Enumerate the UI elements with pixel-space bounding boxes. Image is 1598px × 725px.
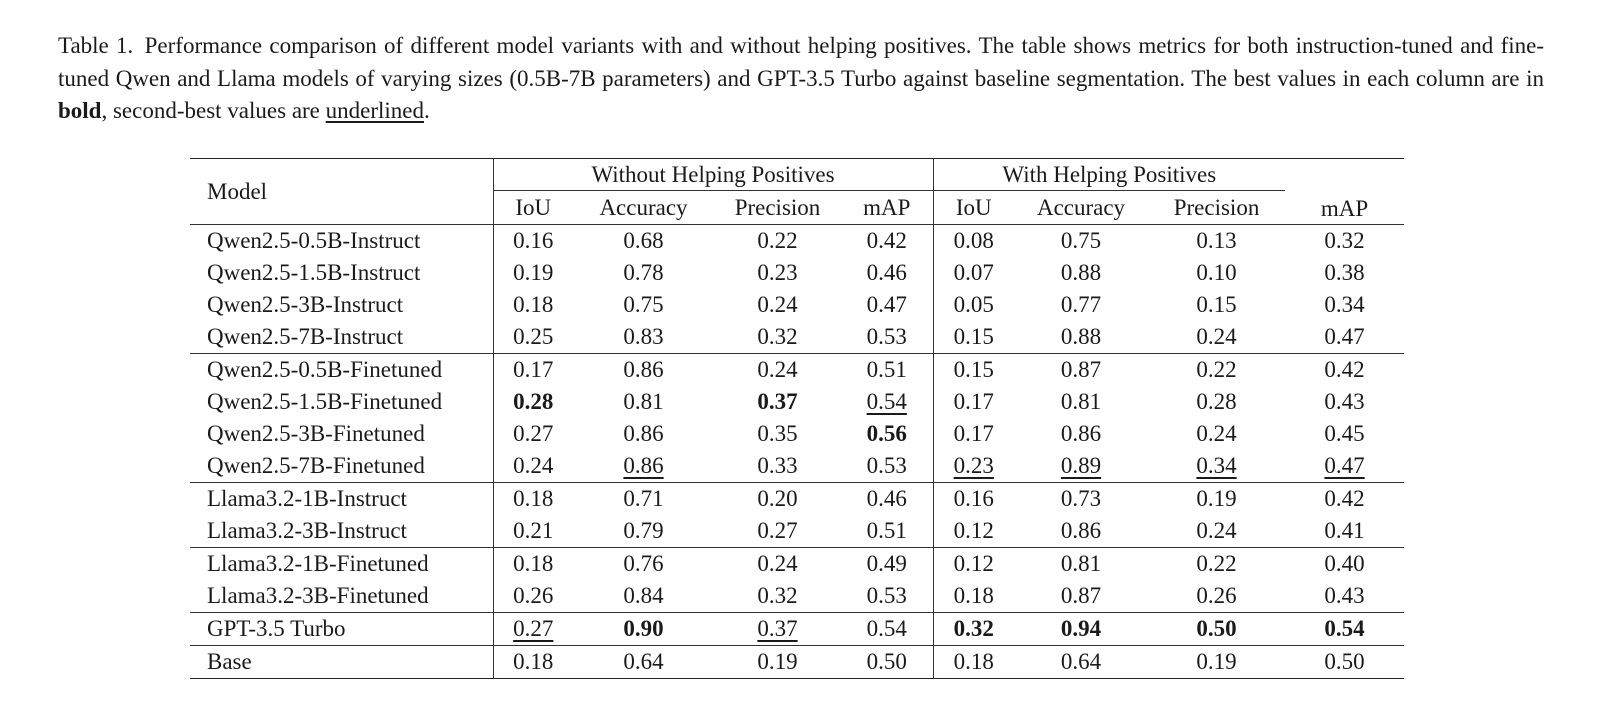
cell-with-accuracy (1014, 483, 1148, 516)
cell-with-map (1285, 613, 1404, 646)
cell-with-accuracy (1014, 354, 1148, 387)
value-without-iou: 0.17 (513, 357, 554, 382)
cell-without-map (841, 289, 933, 321)
cell-with-accuracy (1014, 515, 1148, 548)
value-without-precision: 0.24 (757, 551, 798, 576)
cell-without-iou (493, 386, 573, 418)
value-without-map: 0.53 (866, 324, 907, 349)
cell-with-accuracy (1014, 450, 1148, 483)
col-header-with-map: mAP (1285, 159, 1404, 225)
value-with-map: 0.45 (1324, 421, 1365, 446)
value-without-iou: 0.18 (513, 649, 554, 674)
value-without-map: 0.49 (866, 551, 907, 576)
value-without-map: 0.53 (866, 583, 907, 608)
cell-with-accuracy (1014, 548, 1148, 581)
table-row (190, 225, 1404, 258)
value-with-accuracy: 0.87 (1060, 357, 1102, 382)
value-with-precision: 0.19 (1196, 486, 1237, 511)
cell-without-accuracy (573, 321, 714, 354)
value-without-map: 0.50 (866, 649, 907, 674)
value-with-iou: 0.17 (953, 389, 994, 414)
model-name-cell: Qwen2.5-1.5B-Finetuned (190, 386, 493, 418)
model-name-cell: Qwen2.5-7B-Instruct (190, 321, 493, 354)
value-without-accuracy: 0.68 (623, 228, 664, 253)
value-with-iou: 0.17 (953, 421, 994, 446)
value-with-accuracy: 0.75 (1060, 228, 1102, 253)
value-without-iou: 0.26 (513, 583, 554, 608)
value-without-iou: 0.24 (513, 453, 554, 478)
cell-without-map (841, 613, 933, 646)
cell-without-precision (714, 483, 841, 516)
cell-without-iou (493, 354, 573, 387)
cell-without-iou (493, 418, 573, 450)
value-with-precision: 0.24 (1196, 324, 1237, 349)
value-without-iou: 0.27 (513, 421, 554, 446)
cell-with-accuracy (1014, 580, 1148, 613)
value-with-precision: 0.10 (1196, 260, 1237, 285)
value-with-accuracy: 0.81 (1060, 551, 1102, 576)
cell-without-precision (714, 354, 841, 387)
cell-without-iou (493, 289, 573, 321)
col-header-with-precision: Precision (1148, 191, 1285, 225)
table-row (190, 613, 1404, 646)
value-without-accuracy: 0.83 (623, 324, 664, 349)
cell-without-iou (493, 515, 573, 548)
value-with-iou: 0.08 (953, 228, 994, 253)
cell-without-accuracy (573, 613, 714, 646)
cell-with-map (1285, 321, 1404, 354)
value-without-accuracy: 0.90 (623, 616, 664, 641)
cell-with-iou (933, 515, 1014, 548)
cell-without-accuracy (573, 580, 714, 613)
value-with-iou: 0.12 (953, 518, 994, 543)
value-without-accuracy: 0.86 (623, 453, 664, 478)
cell-with-accuracy (1014, 418, 1148, 450)
cell-with-precision (1148, 225, 1285, 258)
cell-with-accuracy (1014, 386, 1148, 418)
value-without-iou: 0.27 (513, 616, 554, 641)
cell-without-accuracy (573, 515, 714, 548)
cell-with-map (1285, 386, 1404, 418)
table-row (190, 515, 1404, 548)
cell-without-precision (714, 386, 841, 418)
value-with-accuracy: 0.77 (1060, 292, 1102, 317)
value-with-accuracy: 0.81 (1060, 389, 1102, 414)
cell-with-map (1285, 548, 1404, 581)
value-with-precision: 0.22 (1196, 357, 1237, 382)
value-with-accuracy: 0.73 (1060, 486, 1102, 511)
value-without-precision: 0.32 (757, 583, 798, 608)
value-with-precision: 0.50 (1196, 616, 1237, 641)
value-with-precision: 0.24 (1196, 518, 1237, 543)
cell-with-precision (1148, 613, 1285, 646)
cell-with-iou (933, 225, 1014, 258)
cell-with-iou (933, 289, 1014, 321)
value-with-iou: 0.18 (953, 583, 994, 608)
cell-with-map (1285, 289, 1404, 321)
cell-without-precision (714, 450, 841, 483)
value-without-accuracy: 0.75 (623, 292, 664, 317)
cell-with-iou (933, 548, 1014, 581)
model-name-cell: Llama3.2-3B-Instruct (190, 515, 493, 548)
cell-without-iou (493, 321, 573, 354)
value-without-precision: 0.19 (757, 649, 798, 674)
cell-without-accuracy (573, 289, 714, 321)
cell-without-precision (714, 548, 841, 581)
caption-underline-word: underlined (325, 98, 425, 123)
model-name-cell: Llama3.2-1B-Instruct (190, 483, 493, 516)
caption-text: Performance comparison of different model variants with and without helping positives. The table shows metrics for both instruction-tuned and fine-tuned Qwen and Llama models of varying sizes (0.5B-7B parameters) and GPT-3.5 Turbo against baseline segmentation. The best values in each column are in (58, 33, 1544, 91)
value-with-precision: 0.34 (1196, 453, 1237, 478)
value-without-iou: 0.18 (513, 486, 554, 511)
value-without-precision: 0.32 (757, 324, 798, 349)
cell-without-precision (714, 515, 841, 548)
value-without-iou: 0.25 (513, 324, 554, 349)
value-with-precision: 0.22 (1196, 551, 1237, 576)
table-caption (58, 30, 1544, 128)
value-with-accuracy: 0.87 (1060, 583, 1102, 608)
cell-with-accuracy (1014, 225, 1148, 258)
caption-bold-word: bold (58, 98, 102, 123)
cell-without-iou (493, 613, 573, 646)
cell-with-precision (1148, 483, 1285, 516)
cell-with-accuracy (1014, 613, 1148, 646)
value-with-map: 0.50 (1324, 649, 1365, 674)
col-header-without-precision: Precision (714, 191, 841, 225)
cell-without-map (841, 225, 933, 258)
model-name-cell: Qwen2.5-3B-Finetuned (190, 418, 493, 450)
cell-without-accuracy (573, 354, 714, 387)
cell-without-iou (493, 646, 573, 679)
value-without-iou: 0.16 (513, 228, 554, 253)
model-name-cell: Qwen2.5-0.5B-Finetuned (190, 354, 493, 387)
value-without-iou: 0.28 (513, 389, 554, 414)
value-with-map: 0.43 (1324, 583, 1365, 608)
value-with-map: 0.47 (1324, 453, 1365, 478)
value-without-map: 0.51 (866, 518, 907, 543)
cell-without-map (841, 321, 933, 354)
cell-with-iou (933, 354, 1014, 387)
value-with-map: 0.41 (1324, 518, 1365, 543)
cell-with-precision (1148, 580, 1285, 613)
cell-without-accuracy (573, 548, 714, 581)
cell-without-accuracy (573, 386, 714, 418)
cell-without-iou (493, 580, 573, 613)
value-without-accuracy: 0.78 (623, 260, 664, 285)
model-name-cell: Qwen2.5-1.5B-Instruct (190, 257, 493, 289)
caption-text-2: , second-best values are (101, 98, 326, 123)
cell-without-precision (714, 289, 841, 321)
cell-with-map (1285, 450, 1404, 483)
cell-with-iou (933, 580, 1014, 613)
cell-with-accuracy (1014, 646, 1148, 679)
value-without-iou: 0.21 (513, 518, 554, 543)
cell-without-iou (493, 450, 573, 483)
cell-with-precision (1148, 418, 1285, 450)
cell-with-precision (1148, 646, 1285, 679)
cell-without-map (841, 515, 933, 548)
col-header-with-accuracy: Accuracy (1014, 191, 1148, 225)
cell-without-iou (493, 225, 573, 258)
col-header-without-iou: IoU (493, 191, 573, 225)
cell-with-iou (933, 450, 1014, 483)
value-with-iou: 0.15 (953, 324, 994, 349)
table-row (190, 580, 1404, 613)
value-without-precision: 0.27 (757, 518, 798, 543)
value-with-precision: 0.24 (1196, 421, 1237, 446)
cell-without-accuracy (573, 450, 714, 483)
value-without-map: 0.53 (866, 453, 907, 478)
value-without-precision: 0.35 (757, 421, 798, 446)
value-with-map: 0.38 (1324, 260, 1365, 285)
model-header: Model (190, 159, 493, 225)
value-with-precision: 0.13 (1196, 228, 1237, 253)
value-with-accuracy: 0.89 (1060, 453, 1102, 478)
cell-with-map (1285, 225, 1404, 258)
value-with-accuracy: 0.94 (1060, 616, 1102, 641)
header-row-1 (190, 159, 1404, 191)
cell-without-precision (714, 418, 841, 450)
col-header-with-iou: IoU (933, 191, 1014, 225)
cell-with-map (1285, 515, 1404, 548)
value-with-accuracy: 0.64 (1060, 649, 1102, 674)
value-with-iou: 0.07 (953, 260, 994, 285)
value-with-accuracy: 0.88 (1060, 260, 1102, 285)
col-header-without-map: mAP (841, 191, 933, 225)
value-without-precision: 0.20 (757, 486, 798, 511)
caption-label: Table 1. (58, 33, 134, 58)
value-without-accuracy: 0.79 (623, 518, 664, 543)
caption-text-3: . (424, 98, 430, 123)
table-row (190, 450, 1404, 483)
value-without-accuracy: 0.86 (623, 421, 664, 446)
value-with-map: 0.54 (1324, 616, 1365, 641)
model-name-cell: Qwen2.5-7B-Finetuned (190, 450, 493, 483)
model-name-cell: GPT-3.5 Turbo (190, 613, 493, 646)
cell-with-accuracy (1014, 321, 1148, 354)
model-name-cell: Llama3.2-3B-Finetuned (190, 580, 493, 613)
value-without-iou: 0.18 (513, 292, 554, 317)
value-without-map: 0.47 (866, 292, 907, 317)
cell-without-precision (714, 580, 841, 613)
cell-without-map (841, 548, 933, 581)
value-without-map: 0.51 (866, 357, 907, 382)
cell-without-precision (714, 646, 841, 679)
value-without-accuracy: 0.71 (623, 486, 664, 511)
cell-without-map (841, 483, 933, 516)
cell-with-iou (933, 613, 1014, 646)
cell-without-map (841, 418, 933, 450)
model-name-cell: Llama3.2-1B-Finetuned (190, 548, 493, 581)
table-row (190, 257, 1404, 289)
value-with-precision: 0.26 (1196, 583, 1237, 608)
cell-without-precision (714, 613, 841, 646)
model-name-cell: Base (190, 646, 493, 679)
col-header-without-accuracy: Accuracy (573, 191, 714, 225)
cell-without-map (841, 354, 933, 387)
value-without-map: 0.54 (866, 616, 907, 641)
cell-with-iou (933, 386, 1014, 418)
value-without-accuracy: 0.64 (623, 649, 664, 674)
cell-with-map (1285, 483, 1404, 516)
cell-without-map (841, 646, 933, 679)
cell-without-accuracy (573, 483, 714, 516)
cell-with-precision (1148, 450, 1285, 483)
table-body (190, 225, 1404, 679)
value-with-map: 0.42 (1324, 486, 1365, 511)
cell-without-map (841, 580, 933, 613)
cell-with-accuracy (1014, 289, 1148, 321)
value-without-precision: 0.37 (757, 616, 798, 641)
table-row (190, 321, 1404, 354)
cell-with-iou (933, 418, 1014, 450)
value-with-map: 0.34 (1324, 292, 1365, 317)
value-with-iou: 0.15 (953, 357, 994, 382)
cell-without-precision (714, 321, 841, 354)
value-with-accuracy: 0.86 (1060, 518, 1102, 543)
cell-without-accuracy (573, 257, 714, 289)
value-with-iou: 0.12 (953, 551, 994, 576)
cell-without-accuracy (573, 225, 714, 258)
value-with-iou: 0.32 (953, 616, 994, 641)
model-name-cell: Qwen2.5-3B-Instruct (190, 289, 493, 321)
value-with-map: 0.32 (1324, 228, 1365, 253)
value-with-iou: 0.16 (953, 486, 994, 511)
model-name-cell: Qwen2.5-0.5B-Instruct (190, 225, 493, 258)
cell-with-map (1285, 580, 1404, 613)
value-with-map: 0.40 (1324, 551, 1365, 576)
results-table (190, 158, 1404, 679)
cell-with-iou (933, 321, 1014, 354)
value-with-iou: 0.05 (953, 292, 994, 317)
group-header-without: Without Helping Positives (493, 159, 933, 191)
value-with-map: 0.47 (1324, 324, 1365, 349)
table-row (190, 418, 1404, 450)
table-row (190, 289, 1404, 321)
cell-without-iou (493, 548, 573, 581)
cell-without-map (841, 386, 933, 418)
group-header-with: With Helping Positives (933, 159, 1285, 191)
cell-with-precision (1148, 257, 1285, 289)
cell-with-precision (1148, 289, 1285, 321)
cell-without-precision (714, 225, 841, 258)
value-without-map: 0.46 (866, 486, 907, 511)
value-with-precision: 0.15 (1196, 292, 1237, 317)
cell-with-map (1285, 646, 1404, 679)
value-without-iou: 0.19 (513, 260, 554, 285)
cell-with-map (1285, 257, 1404, 289)
cell-with-precision (1148, 354, 1285, 387)
value-with-precision: 0.19 (1196, 649, 1237, 674)
table-row (190, 646, 1404, 679)
value-without-accuracy: 0.84 (623, 583, 664, 608)
value-without-precision: 0.24 (757, 357, 798, 382)
cell-with-accuracy (1014, 257, 1148, 289)
value-without-accuracy: 0.81 (623, 389, 664, 414)
value-without-precision: 0.37 (757, 389, 798, 414)
value-with-map: 0.42 (1324, 357, 1365, 382)
value-with-iou: 0.18 (953, 649, 994, 674)
value-without-map: 0.56 (866, 421, 907, 446)
cell-with-precision (1148, 321, 1285, 354)
value-with-precision: 0.28 (1196, 389, 1237, 414)
value-without-map: 0.46 (866, 260, 907, 285)
value-without-map: 0.54 (866, 389, 907, 414)
cell-with-precision (1148, 386, 1285, 418)
cell-with-iou (933, 257, 1014, 289)
value-without-accuracy: 0.86 (623, 357, 664, 382)
value-without-precision: 0.24 (757, 292, 798, 317)
value-with-accuracy: 0.86 (1060, 421, 1102, 446)
cell-with-map (1285, 354, 1404, 387)
value-without-precision: 0.22 (757, 228, 798, 253)
cell-with-iou (933, 483, 1014, 516)
table-row (190, 548, 1404, 581)
cell-without-map (841, 450, 933, 483)
cell-with-precision (1148, 548, 1285, 581)
cell-without-precision (714, 257, 841, 289)
value-without-precision: 0.23 (757, 260, 798, 285)
value-without-map: 0.42 (866, 228, 907, 253)
cell-with-iou (933, 646, 1014, 679)
cell-without-accuracy (573, 418, 714, 450)
value-without-accuracy: 0.76 (623, 551, 664, 576)
cell-without-map (841, 257, 933, 289)
table-row (190, 483, 1404, 516)
cell-with-map (1285, 418, 1404, 450)
value-with-iou: 0.23 (953, 453, 994, 478)
value-with-accuracy: 0.88 (1060, 324, 1102, 349)
cell-without-iou (493, 483, 573, 516)
table-row (190, 354, 1404, 387)
table-row (190, 386, 1404, 418)
value-without-precision: 0.33 (757, 453, 798, 478)
cell-without-accuracy (573, 646, 714, 679)
cell-with-precision (1148, 515, 1285, 548)
value-without-iou: 0.18 (513, 551, 554, 576)
value-with-map: 0.43 (1324, 389, 1365, 414)
cell-without-iou (493, 257, 573, 289)
